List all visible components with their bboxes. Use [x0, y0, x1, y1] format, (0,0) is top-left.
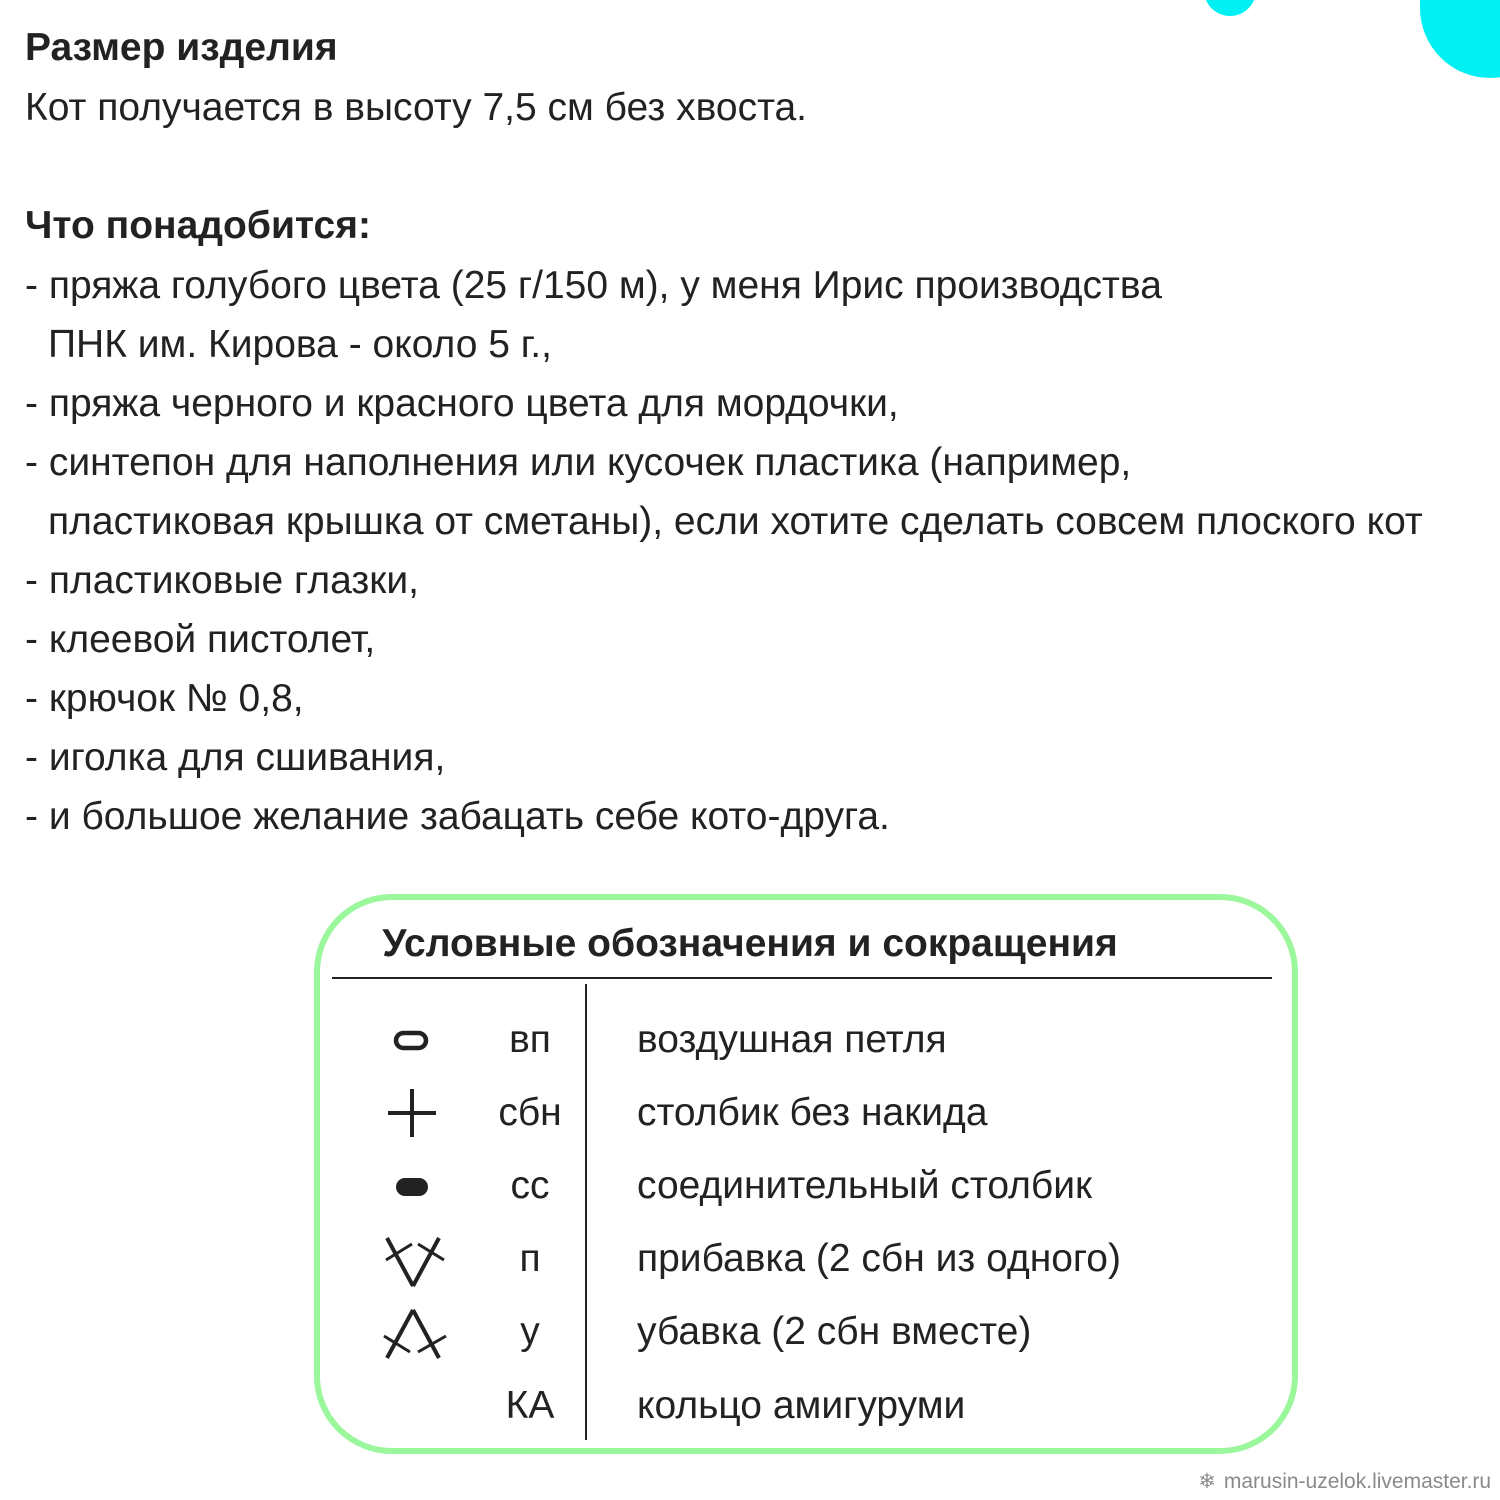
materials-line: пластиковая крышка от сметаны), если хотите сделать совсем плоского кот	[48, 500, 1423, 543]
materials-line: - и большое желание забацать себе кото-друга.	[25, 795, 890, 838]
materials-line: ПНК им. Кирова - около 5 г.,	[48, 323, 552, 366]
legend-desc: воздушная петля	[637, 1018, 947, 1061]
decrease-inverted-v-icon	[382, 1306, 448, 1364]
legend-abbr: вп	[509, 1018, 551, 1061]
single-crochet-cross-icon	[386, 1087, 438, 1139]
snowflake-icon: ❄	[1198, 1470, 1216, 1493]
slip-stitch-filled-oval-icon	[392, 1174, 432, 1200]
legend-abbr: сбн	[498, 1091, 562, 1134]
watermark	[1196, 1468, 1491, 1496]
size-text: Кот получается в высоту 7,5 см без хвоста.	[25, 86, 808, 129]
materials-line: - пряжа голубого цвета (25 г/150 м), у меня Ирис производства	[25, 264, 1162, 307]
materials-line: - пластиковые глазки,	[25, 559, 419, 602]
cyan-decor-blob	[1204, 0, 1256, 16]
legend-abbr: у	[520, 1310, 540, 1353]
legend-desc: прибавка (2 сбн из одного)	[637, 1237, 1121, 1280]
size-heading: Размер изделия	[25, 26, 338, 69]
chain-stitch-oval-icon	[392, 1028, 432, 1054]
materials-line: - крючок № 0,8,	[25, 677, 304, 720]
legend-abbr: п	[519, 1237, 541, 1280]
increase-v-icon	[382, 1232, 448, 1290]
legend-abbr: сс	[510, 1164, 550, 1207]
materials-line: - иголка для сшивания,	[25, 736, 446, 779]
legend-desc: соединительный столбик	[637, 1164, 1093, 1207]
legend-desc: кольцо амигуруми	[637, 1384, 966, 1427]
legend-desc: столбик без накида	[637, 1091, 988, 1134]
legend-divider	[332, 977, 1272, 979]
materials-line: - пряжа черного и красного цвета для мордочки,	[25, 382, 899, 425]
watermark-text: marusin-uzelok.livemaster.ru	[1223, 1470, 1492, 1493]
materials-heading: Что понадобится:	[25, 204, 371, 247]
legend-desc: убавка (2 сбн вместе)	[637, 1310, 1032, 1353]
cyan-decor-blob-large	[1420, 0, 1500, 78]
legend-title: Условные обозначения и сокращения	[382, 922, 1118, 965]
materials-line: - клеевой пистолет,	[25, 618, 376, 661]
materials-line: - синтепон для наполнения или кусочек пластика (например,	[25, 441, 1132, 484]
legend-abbr: КА	[505, 1384, 555, 1427]
